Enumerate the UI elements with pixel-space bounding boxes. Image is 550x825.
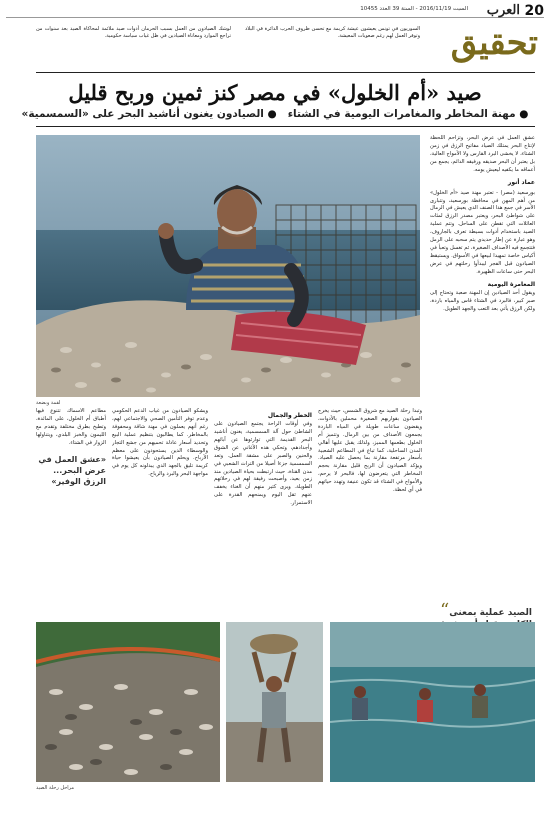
article-column	[430, 135, 535, 610]
newspaper-logo: العرب	[486, 3, 520, 18]
body-paragraph: وتبدأ رحلة الصيد مع شروق الشمس، حيث يخرج الصيادون بقواربهم الصغيرة محملين بالأدوات، ويقضون ساعات طويلة في المياه الباردة يجمعون الأصداف من بين الرمال. وتتميز أم الخلول بطعمها المميز، ولذلك يقبل عليها أهالي المدن الساحلية، كما تباع في المطاعم الشعبية بأسعار مرتفعة مقارنة بما يحصل عليه الصياد. ويؤكد الصيادون أن الربح قليل مقارنة بحجم المخاطر التي يتعرضون لها، فالبحر لا يرحم، والأمواج في الشتاء قد تكون عنيفة وتهدد حياتهم في أي لحظة.	[318, 408, 422, 494]
byline: عماد أنور	[507, 178, 535, 186]
article-column	[318, 408, 422, 615]
article-subhead	[20, 108, 530, 120]
body-paragraph: ويقول أحد الصيادين إن المهنة صعبة وتحتاج إلى صبر كبير، فالبرد في الشتاء قاس والمياه باردة، ولكن الرزق يأتي بعد التعب والجهد الطويل.	[430, 289, 535, 312]
photo-caption: مراحل رحلة الصيد	[36, 785, 75, 791]
photo-fishers-in-sea	[330, 622, 535, 782]
subhead-part: مهنة المخاطر والمغامرات اليومية في الشتاء	[287, 108, 516, 120]
body-paragraph: مطاعم الأسماك تتنوع فيها أطباق أم الخلول، على المائدة، وتطبخ بطرق مختلفة وتقدم مع الليمون والخبز البلدي، ويتناولها الزوار في الشتاء.	[36, 408, 106, 446]
article-headline: صيد «أم الخلول» في مصر كنز ثمين وربح قليل	[68, 80, 482, 105]
body-paragraph: وفي أوقات الراحة يجتمع الصيادون على الشاطئ حول آلة السمسمية، يغنون أناشيد البحر القديمة التي توارثوها عن آبائهم وأجدادهم، وتحكي هذه الأغاني عن الشوق والحنين والصبر على مشقة العمل. وتعد السمسمية جزءا أصيلا من التراث الشعبي في مدن القناة، حيث ارتبطت بحياة الصيادين منذ زمن بعيد، وأصبحت رفيقة لهم في رحلاتهم الطويلة. ويرى كثير منهم أن الغناء يخفف عنهم ثقل اليوم ويمنحهم القدرة على الاستمرار.	[214, 421, 312, 507]
photo-clams-in-net	[36, 622, 220, 782]
bullet-icon: ●	[519, 108, 529, 120]
page-number: 20	[524, 3, 544, 19]
body-paragraph: ويشكو الصيادون من غياب الدعم الحكومي وعدم توفر التأمين الصحي والاجتماعي لهم، رغم أنهم يعملون في مهنة شاقة ومحفوفة بالمخاطر. كما يطالبون بتنظيم عملية البيع وتحديد أسعار عادلة تحميهم من جشع التجار والوسطاء الذين يستحوذون على معظم الأرباح. ويحلم الصيادون بأن يعيشوا حياة كريمة تليق بالجهد الذي يبذلونه كل يوم في مواجهة البحر والبرد والرياح.	[112, 408, 208, 478]
clams-photo	[36, 622, 220, 782]
intertitle: الخطر والجمال	[267, 412, 312, 419]
article-column	[214, 408, 312, 615]
teaser-box: لوشك الصيادون من العمل بسبب الحرمان أدوات صيد ملائمة لمحاكاة الصيد بعد سنوات من تراجع الموارد ومعاناة الصيادين في ظل غياب سياسة حكومية.	[36, 26, 231, 39]
subhead-part: الصيادون يغنون أناشيد البحر على «السمسمية»	[21, 108, 264, 120]
photo-caption: لقمة وبضعة	[36, 400, 61, 406]
quote-mark-icon: “	[440, 600, 450, 621]
photo-man-with-basket	[226, 622, 323, 782]
sea-photo	[330, 622, 535, 782]
article-column	[36, 408, 106, 615]
body-paragraph: بورسعيد (مصر) - تعتبر مهنة صيد «أم الخلول» من أهم المهن في محافظة بورسعيد، وتتبارى الأسر في جمع هذا الصنف الذي يعيش في الرمال على شواطئ البحر، ويعتبر مصدر الرزق لمئات العائلات التي تقطن على الساحل. وتتم عملية الصيد باستخدام أدوات بسيطة تعرف بالجاروف، وهو عبارة عن إطار حديدي يتم سحبه على الرمل فتتجمع فيه الأصداف الصغيرة، ثم تغسل وتعبأ في أكياس خاصة تمهيدا لبيعها في الأسواق. ويستيقظ الصيادون قبل الفجر ليبدأوا رحلتهم في عرض البحر حتى ساعات الظهيرة.	[430, 189, 535, 275]
divider	[36, 72, 535, 73]
teaser-box: السوريون في تونس يعيشون عيشة كريمة مع تحسن ظروف الحرب الدائرة في البلاد وتوفر العمل لهم رغم صعوبات المعيشة.	[245, 26, 420, 39]
section-title: تحقيق	[450, 23, 538, 63]
bullet-icon: ●	[267, 108, 277, 120]
divider	[36, 126, 535, 127]
issue-info: السبت 2016/11/19 - السنة 39 العدد 10455	[360, 6, 468, 12]
intro-paragraph: عشق العمل في عرض البحر، وتزاحم اللحظة لإنتاج البحر يمتلك الصياد مفاتيح الرزق في زمن الشتاء، لا يخشى البرد القارس ولا الأمواج العالية، بل يعتبر أن البحر صديقه ورفيقه الدائم، يجمع من أعماقه ما يكفيه ليعيش يومه.	[430, 135, 535, 173]
article-column	[112, 408, 208, 615]
pull-quote: الصيد عملية بمعنى	[449, 608, 532, 618]
basket-photo	[226, 622, 323, 782]
fisherman-photo	[36, 135, 420, 397]
main-photo	[36, 135, 420, 397]
pull-quote: «عشق العمل في عرض البحر... الرزق الوفير»	[38, 455, 106, 486]
intertitle: المغامرة اليومية	[487, 280, 535, 288]
